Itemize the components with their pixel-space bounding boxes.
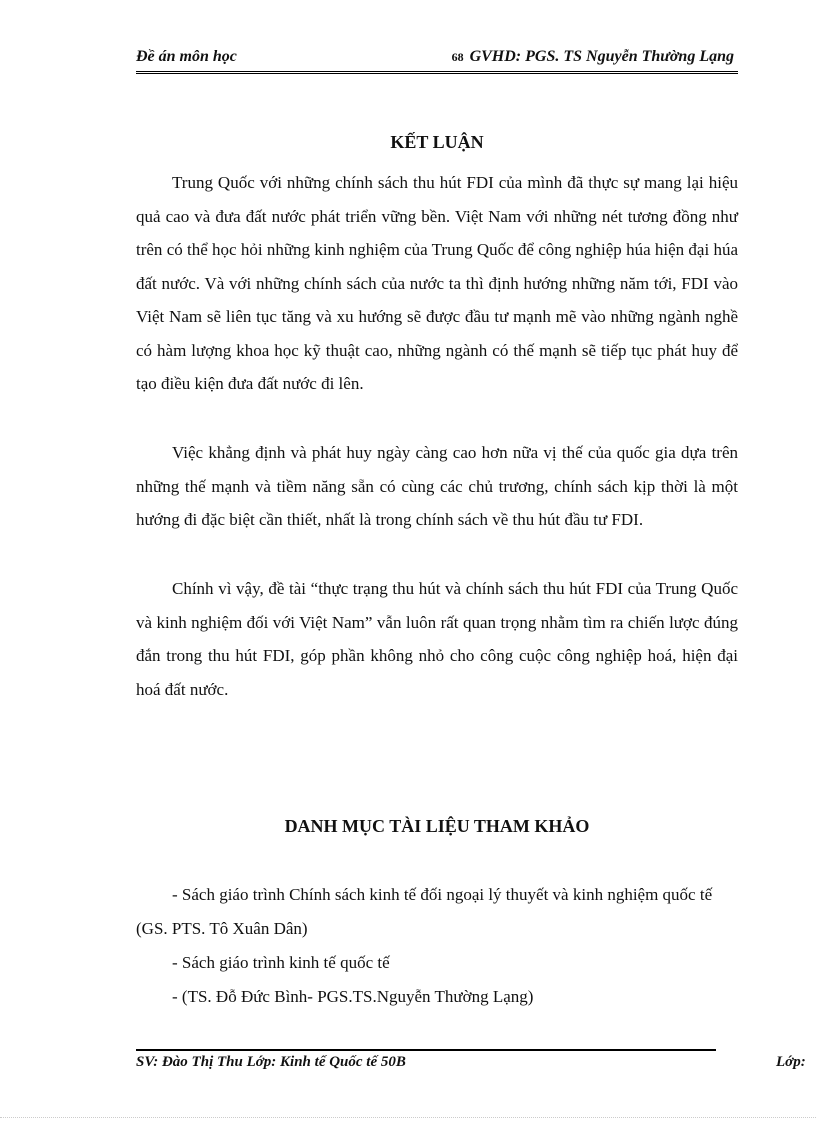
references-heading: DANH MỤC TÀI LIỆU THAM KHẢO xyxy=(284,816,590,836)
page-header xyxy=(136,48,736,70)
footer-class: Lớp: xyxy=(776,1054,806,1070)
conclusion-paragraph: Việc khẳng định và phát huy ngày càng cao hơn nữa vị thế của quốc gia dựa trên những thế mạnh và tiềm năng sẵn có cùng các chủ trương, chính sách kịp thời là một hướng đi đặc biệt cần thiết, nhất là trong chính sách về thu hút đầu tư FDI. xyxy=(136,443,738,529)
reference-item: - Sách giáo trình Chính sách kinh tế đối ngoại lý thuyết và kinh nghiệm quốc tế (GS. PTS. Tô Xuân Dân) xyxy=(136,885,713,938)
page-footer xyxy=(136,1054,816,1076)
footer-student: SV: Đào Thị Thu Lớp: Kinh tế Quốc tế 50B xyxy=(136,1054,406,1070)
conclusion-paragraph: Trung Quốc với những chính sách thu hút FDI của mình đã thực sự mang lại hiệu quả cao và đưa đất nước phát triển vững bền. Việt Nam với những nét tương đồng như trên có thể học hỏi những kinh nghiệm của Trung Quốc để công nghiệp húa hiện đại húa đất nước. Và với những chính sách của nước ta thì định hướng những năm tới, FDI vào Việt Nam sẽ liên tục tăng và xu hướng sẽ được đầu tư mạnh mẽ vào những ngành nghề có hàm lượng khoa học kỹ thuật cao, những ngành có thế mạnh sẽ tiếp tục phát huy để tạo điều kiện đưa đất nước đi lên. xyxy=(136,173,738,393)
footer-divider xyxy=(136,1049,716,1051)
reference-item: - (TS. Đỗ Đức Bình- PGS.TS.Nguyễn Thường Lạng) xyxy=(172,987,534,1006)
header-supervisor xyxy=(452,48,734,66)
conclusion-heading: KẾT LUẬN xyxy=(390,132,484,152)
conclusion-paragraph: Chính vì vậy, đề tài “thực trạng thu hút và chính sách thu hút FDI của Trung Quốc và kinh nghiệm đối với Việt Nam” vẫn luôn rất quan trọng nhằm tìm ra chiến lược đúng đắn trong thu hút FDI, góp phần không nhỏ cho công cuộc công nghiệp hoá, hiện đại hoá đất nước. xyxy=(136,579,738,699)
header-course-title: Đề án môn học xyxy=(136,48,237,65)
page-number: 68 xyxy=(451,50,464,64)
page-bottom-border xyxy=(0,1117,816,1118)
header-supervisor-name: GVHD: PGS. TS Nguyễn Thường Lạng xyxy=(469,48,734,65)
header-divider xyxy=(136,71,738,74)
reference-item: - Sách giáo trình kinh tế quốc tế xyxy=(172,953,390,972)
